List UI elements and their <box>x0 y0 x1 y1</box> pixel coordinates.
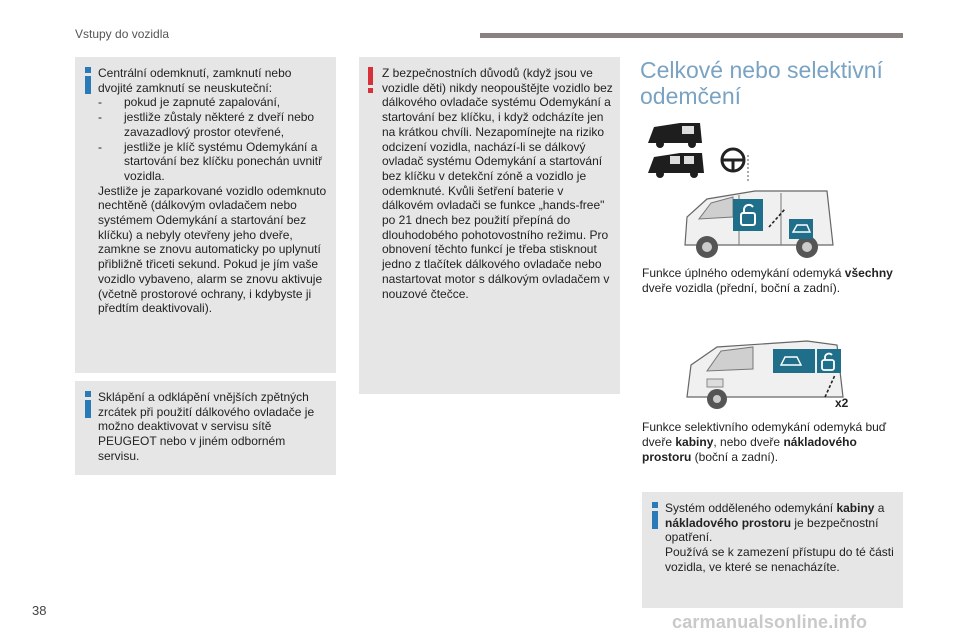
info-box-1-para: Jestliže je zaparkované vozidlo odemknuto nechtěně (dálkovým ovladačem nebo systémem Odemykání a startování bez klíčku) a nebyly otevřeny jeho dveře, zamkne se znovu automaticky po uplynutí přibližně třiceti sekund. Pokud je jím vaše vozidlo vybaveno, alarm se znovu aktivuje (včetně prostorové ochrany, i kdybyste ji předtím deaktivovali). <box>98 183 327 316</box>
info-box-3-text: Systém odděleného odemykání kabiny a nákladového prostoru je bezpečnostní opatření. <box>665 501 885 545</box>
warning-box-safety <box>359 57 620 394</box>
page-number: 38 <box>32 603 47 618</box>
info-box-2-text: Sklápění a odklápění vnějších zpětných zrcátek při použití dálkového ovladače je možno deaktivovat v servisu sítě PEUGEOT nebo v jiném odborném servisu. <box>98 390 315 463</box>
watermark: carmanualsonline.info <box>672 612 868 632</box>
info-box-3-para: Používá se k zamezení přístupu do té části vozidla, ve které se nenacházíte. <box>665 545 894 574</box>
warning-text: Z bezpečnostních důvodů (když jsou ve vozidle děti) nikdy neopouštějte vozidlo bez dálkového ovladače systému Odemykání a startování bez klíčku, i když odcházíte jen na krátkou chvíli. Nezapomínejte na riziko odcizení vozidla, nachází-li se dálkový ovladač systému Odemykání a startování bez klíčku v detekční zóně a vozidlo je odemknuté. Kvůli šetření baterie v dálkovém ovladači se funkce „hands-free" po 21 dnech bez použití přepíná do dlouhodobého pohotovostního režimu. Pro obnovení těchto funkcí je třeba stisknout jedno z tlačítek dálkového ovladače nebo nastartovat motor s dálkovým ovladačem v nouzové čtečce. <box>382 66 613 301</box>
info-icon <box>652 502 658 529</box>
list-item: - pokud je zapnuté zapalování, <box>98 95 281 110</box>
info-box-separate-unlock <box>642 492 903 608</box>
list-item: - jestliže zůstaly některé z dveří nebo zavazadlový prostor otevřené, <box>98 110 315 139</box>
warning-icon <box>368 67 373 93</box>
info-box-mirrors <box>75 381 336 475</box>
unlock-mode-icons <box>640 115 760 185</box>
selective-unlock-illustration <box>677 335 857 415</box>
van-icon <box>648 123 702 148</box>
caption-selective-unlock: Funkce selektivního odemykání odemyká buď dveře kabiny, nebo dveře nákladového prostoru (boční a zadní). <box>642 420 887 464</box>
x2-badge: x2 <box>835 396 849 410</box>
info-box-central-locking <box>75 57 336 373</box>
caption-full-unlock: Funkce úplného odemykání odemyká všechny dveře vozidla (přední, boční a zadní). <box>642 266 893 295</box>
info-icon <box>85 391 91 418</box>
header-bar <box>480 33 903 38</box>
info-icon <box>85 67 91 94</box>
info-box-1-intro: Centrální odemknutí, zamknutí nebo dvojité zamknutí se neuskuteční: <box>98 66 292 95</box>
list-item: - jestliže je klíč systému Odemykání a startování bez klíčku ponechán uvnitř vozidla. <box>98 139 323 183</box>
van-icon <box>648 153 704 178</box>
steering-wheel-icon <box>722 149 744 171</box>
section-title: Celkové nebo selektivní odemčení <box>640 57 883 109</box>
full-unlock-illustration <box>677 185 837 265</box>
header-title: Vstupy do vozidla <box>75 27 170 41</box>
